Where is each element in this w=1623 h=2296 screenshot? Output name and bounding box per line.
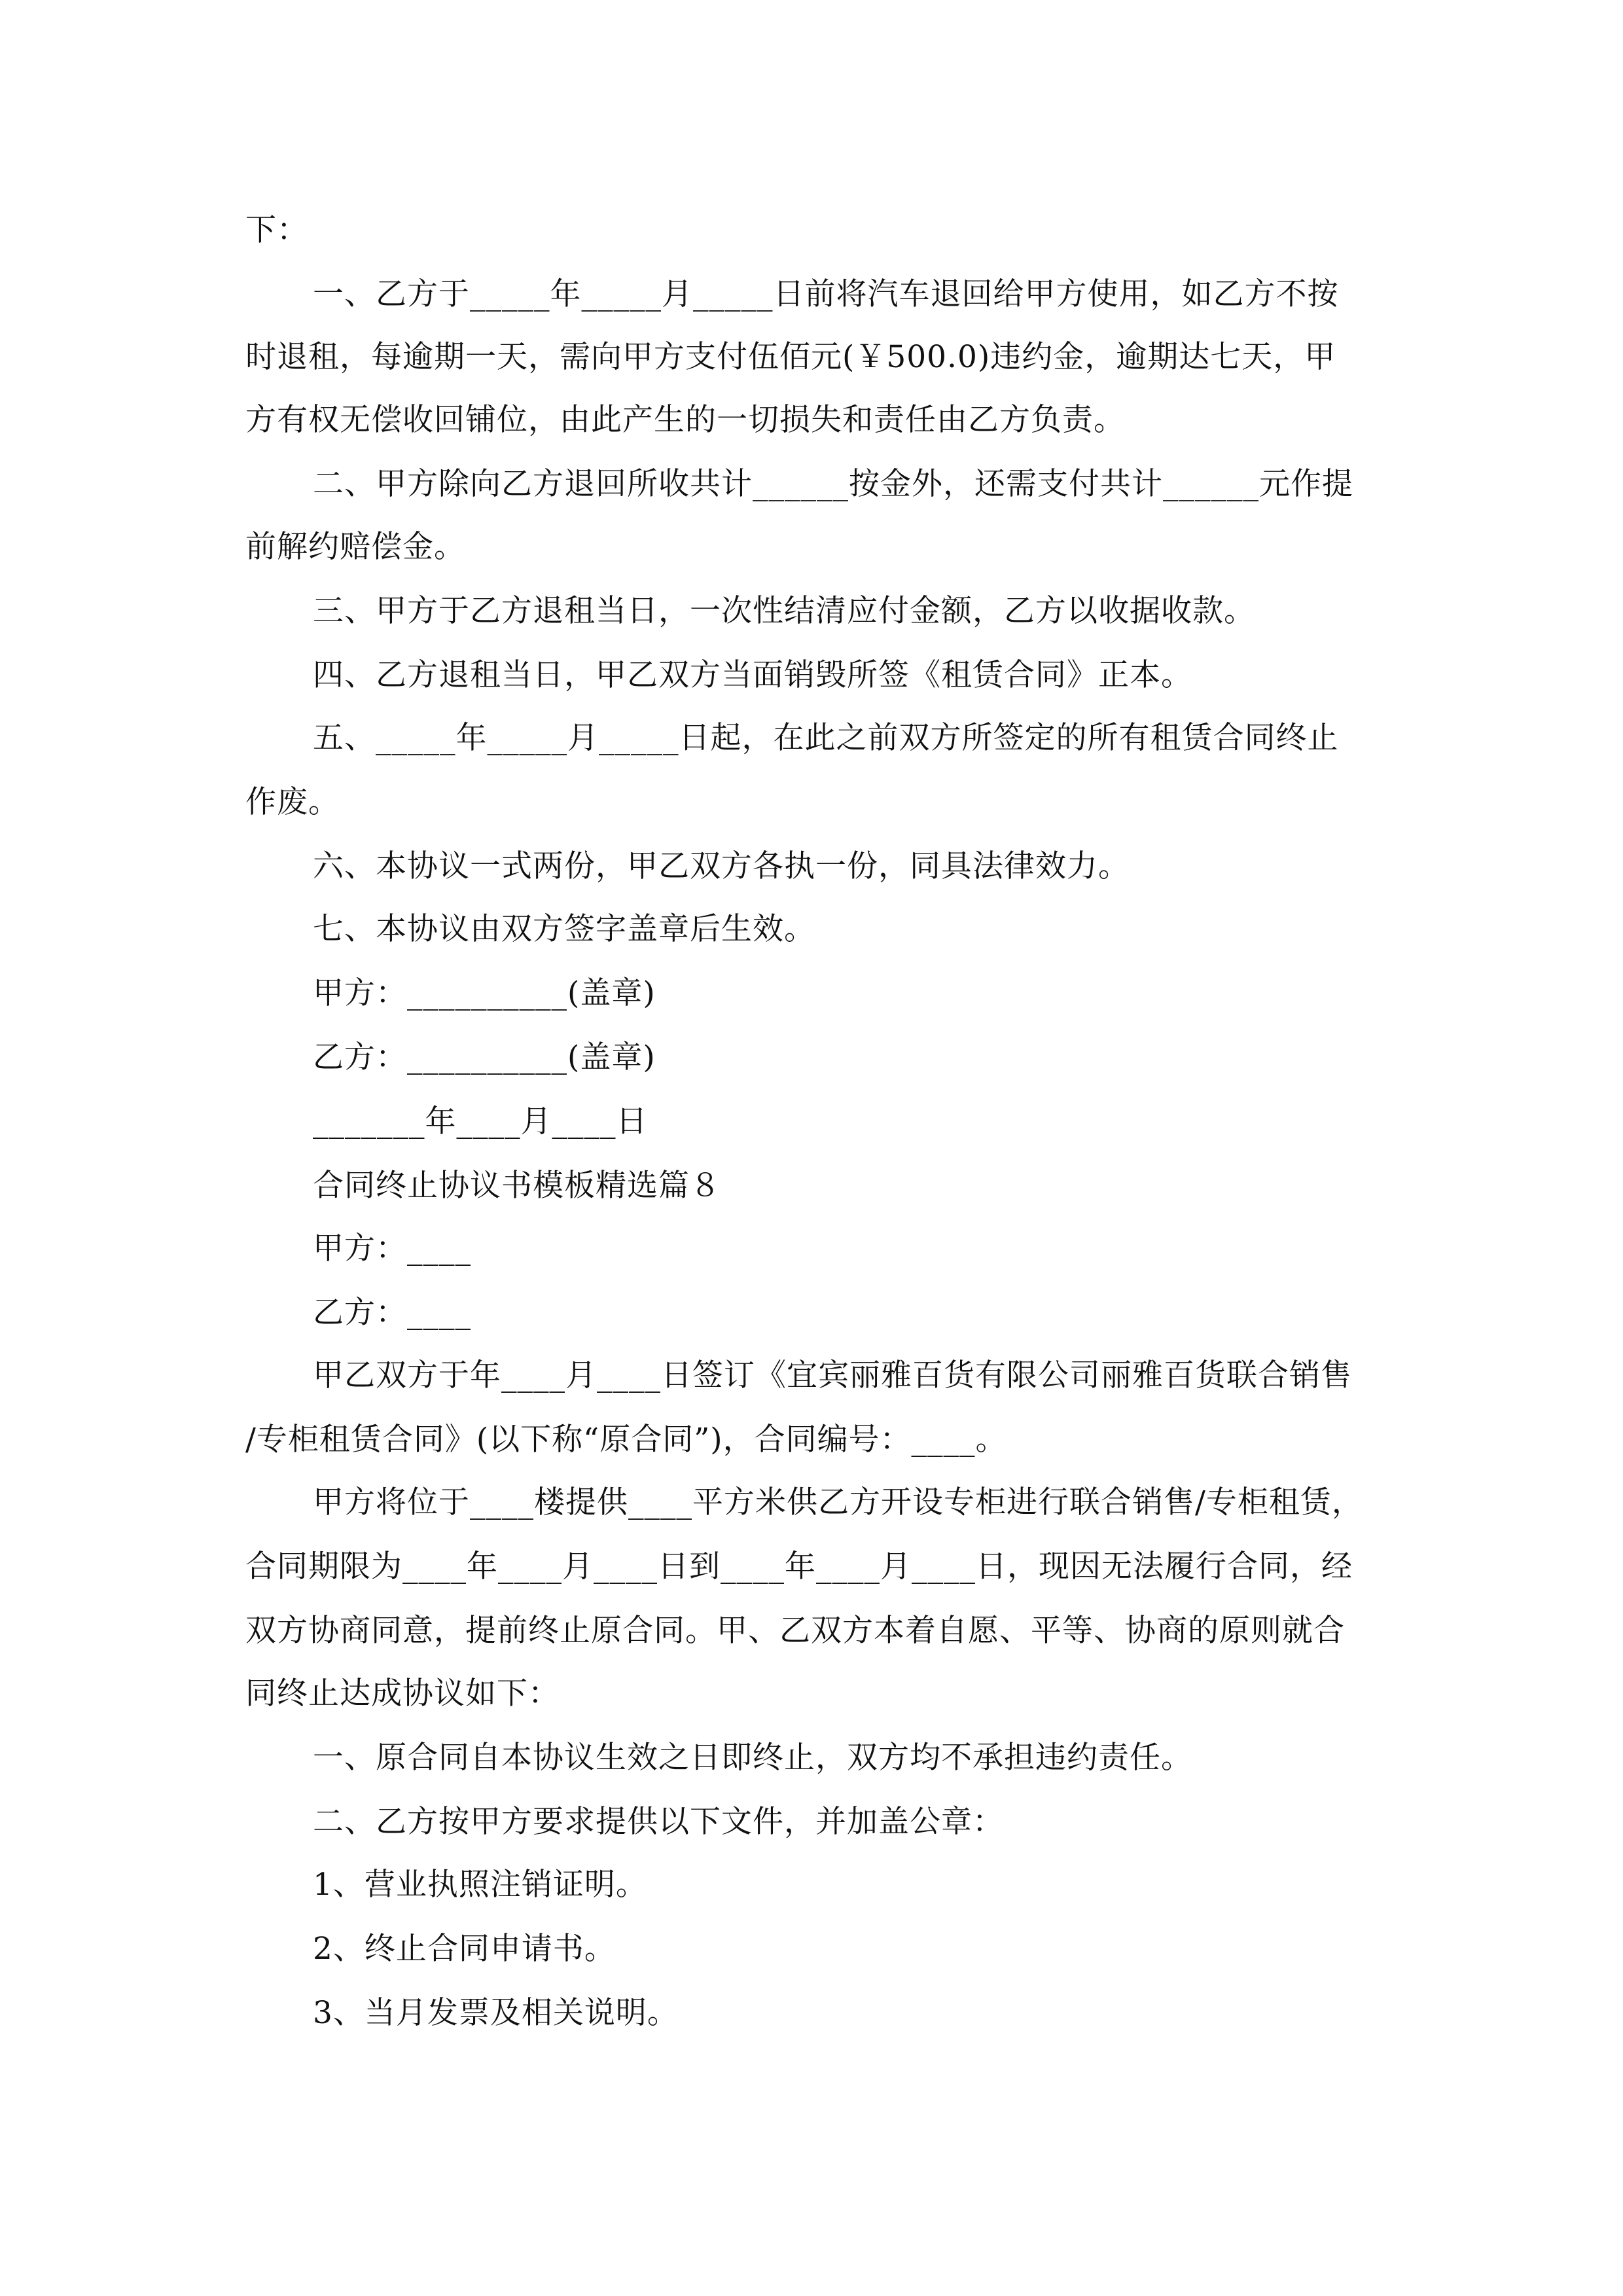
text-line: 二、甲方除向乙方退回所收共计______按金外，还需支付共计______元作提 — [313, 466, 1353, 502]
section-heading: 合同终止协议书模板精选篇８ — [313, 1168, 721, 1204]
text-line: 下： — [245, 212, 308, 248]
text-line: /专柜租赁合同》(以下称“原合同”)，合同编号：____。 — [245, 1422, 1007, 1458]
text-line: 一、原合同自本协议生效之日即终止，双方均不承担违约责任。 — [313, 1740, 1192, 1776]
text-line: 甲乙双方于年____月____日签订《宜宾丽雅百货有限公司丽雅百货联合销售 — [313, 1357, 1352, 1393]
text-line: 一、乙方于_____年_____月_____日前将汽车退回给甲方使用，如乙方不按 — [313, 276, 1339, 312]
date-line: _______年____月____日 — [313, 1103, 648, 1139]
party-b-line: 乙方：____ — [313, 1295, 471, 1331]
text-line: 方有权无偿收回铺位，由此产生的一切损失和责任由乙方负责。 — [245, 402, 1125, 438]
party-b-signature-line: 乙方：__________(盖章) — [313, 1039, 656, 1075]
text-line: 甲方将位于____楼提供____平方米供乙方开设专柜进行联合销售/专柜租赁， — [313, 1484, 1363, 1520]
text-line: 四、乙方退租当日，甲乙双方当面销毁所签《租赁合同》正本。 — [313, 657, 1192, 693]
text-line: 七、本协议由双方签字盖章后生效。 — [313, 911, 815, 947]
text-line: 作废。 — [245, 784, 340, 820]
text-line: 前解约赔偿金。 — [245, 529, 465, 565]
text-line: 同终止达成协议如下： — [245, 1676, 560, 1712]
party-a-line: 甲方：____ — [313, 1230, 471, 1266]
text-line: 二、乙方按甲方要求提供以下文件，并加盖公章： — [313, 1804, 1004, 1840]
list-item: 3、当月发票及相关说明。 — [313, 1995, 679, 2031]
text-line: 时退租，每逾期一天，需向甲方支付伍佰元(￥500.0)违约金，逾期达七天，甲 — [245, 339, 1336, 375]
party-a-signature-line: 甲方：__________(盖章) — [313, 975, 656, 1011]
text-line: 五、_____年_____月_____日起，在此之前双方所签定的所有租赁合同终止 — [313, 720, 1339, 756]
text-line: 三、甲方于乙方退租当日，一次性结清应付金额，乙方以收据收款。 — [313, 593, 1255, 629]
text-line: 双方协商同意，提前终止原合同。甲、乙双方本着自愿、平等、协商的原则就合 — [245, 1613, 1345, 1649]
list-item: 1、营业执照注销证明。 — [313, 1867, 647, 1903]
text-line: 合同期限为____年____月____日到____年____月____日，现因无法履行合同，经 — [245, 1549, 1353, 1585]
list-item: 2、终止合同申请书。 — [313, 1931, 616, 1967]
text-line: 六、本协议一式两份，甲乙双方各执一份，同具法律效力。 — [313, 848, 1130, 884]
